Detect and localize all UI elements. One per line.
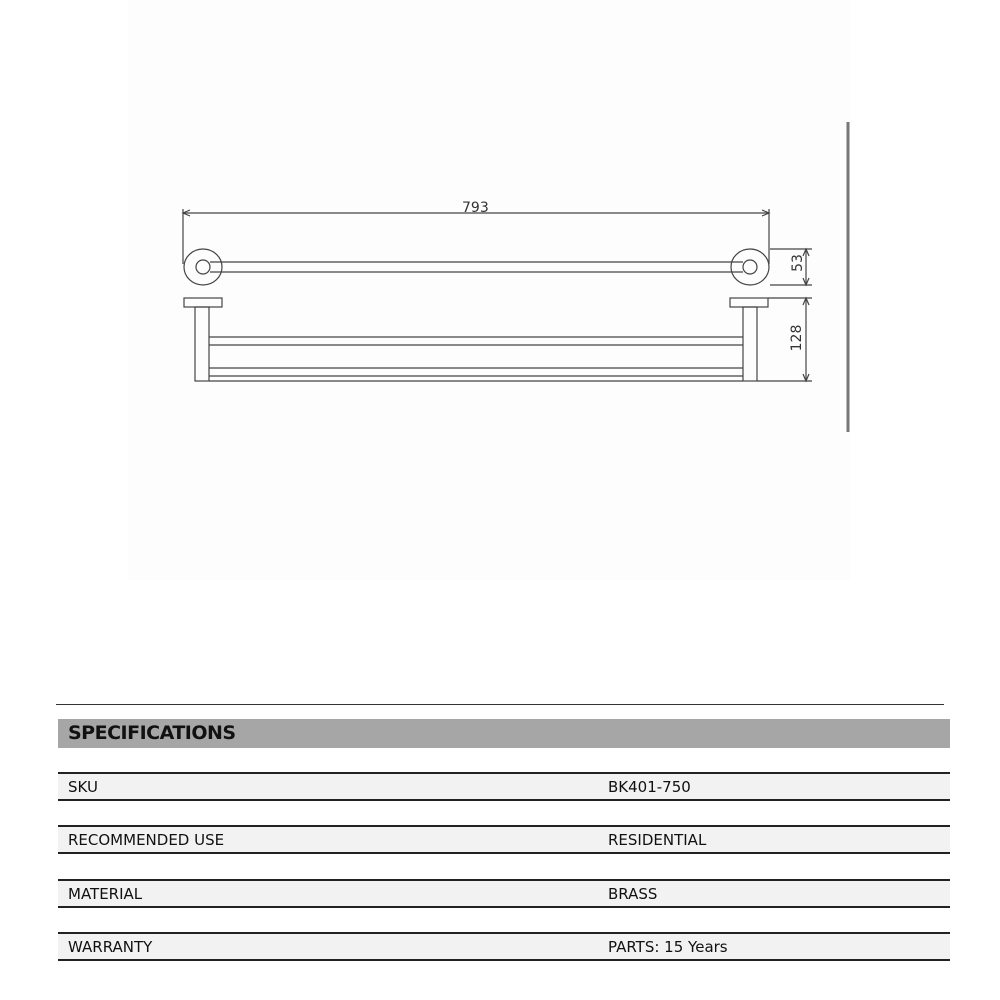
dimension-label-height: 128 bbox=[789, 324, 805, 352]
specifications-title: SPECIFICATIONS bbox=[68, 722, 236, 744]
spec-value: BRASS bbox=[608, 885, 658, 903]
spec-label: RECOMMENDED USE bbox=[68, 831, 225, 849]
left-rosette-inner bbox=[196, 260, 210, 274]
left-post bbox=[195, 307, 209, 381]
right-rosette-inner bbox=[743, 260, 757, 274]
dimension-label-depth: 53 bbox=[790, 254, 806, 272]
spec-row-sku bbox=[58, 772, 950, 801]
spec-label: MATERIAL bbox=[68, 885, 143, 903]
specifications-header bbox=[58, 719, 950, 748]
right-rosette-top-view bbox=[731, 249, 769, 285]
spec-row-material bbox=[58, 879, 950, 908]
spec-label: SKU bbox=[68, 778, 98, 796]
right-wall-plate bbox=[730, 298, 768, 307]
spec-label: WARRANTY bbox=[68, 938, 153, 956]
spec-row-warranty bbox=[58, 932, 950, 961]
section-divider bbox=[56, 704, 944, 705]
spec-value: PARTS: 15 Years bbox=[608, 938, 728, 956]
spec-value: RESIDENTIAL bbox=[608, 831, 707, 849]
right-post bbox=[743, 307, 757, 381]
spec-row-recommended-use bbox=[58, 825, 950, 854]
left-rosette-top-view bbox=[184, 249, 222, 285]
spec-value: BK401-750 bbox=[608, 778, 691, 796]
dimension-label-length: 793 bbox=[462, 200, 489, 216]
left-wall-plate bbox=[184, 298, 222, 307]
